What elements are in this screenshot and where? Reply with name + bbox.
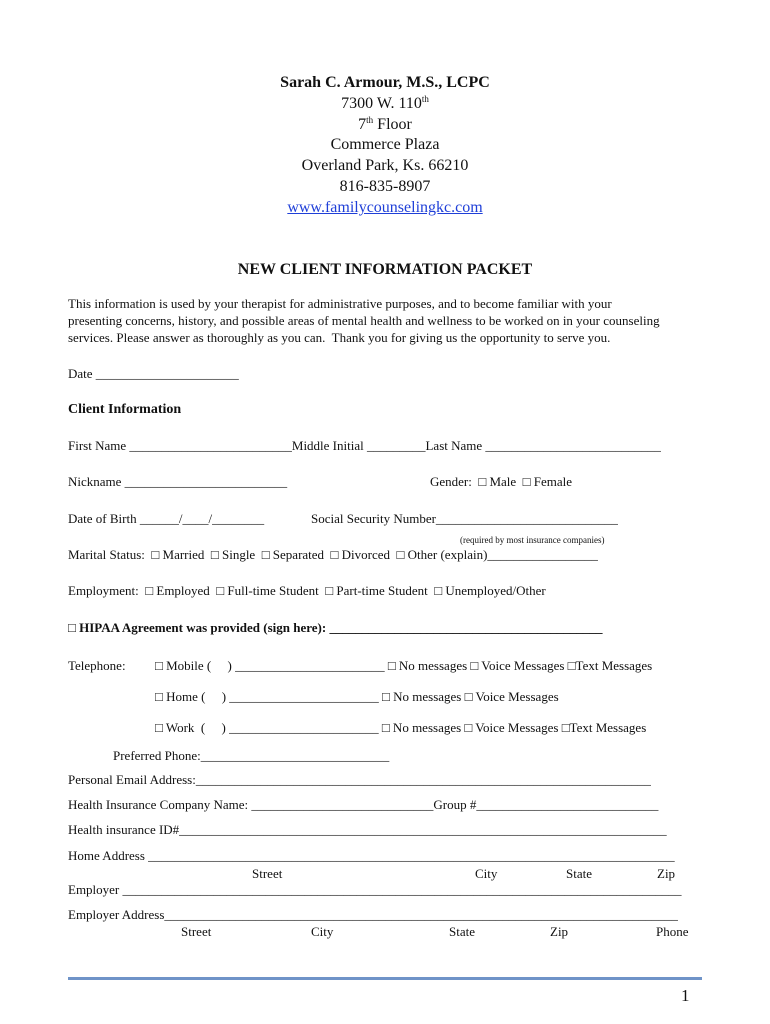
city-line: Overland Park, Ks. 66210 [301,157,469,174]
employer-city-label: City [311,924,334,939]
address-line-3: Commerce Plaza [330,136,440,153]
address-line-2-text: Floor [373,116,412,133]
preferred-phone-field[interactable]: Preferred Phone:_____________________________ [113,748,390,763]
employer-state-label: State [449,924,475,939]
date-field[interactable]: Date ______________________ [68,366,239,381]
employer-zip-label: Zip [550,924,569,939]
home-address-zip-label: Zip [657,866,676,881]
hipaa-signature-row[interactable]: □ HIPAA Agreement was provided (sign here): __________________________________________ [68,620,603,635]
home-address-street-label: Street [252,866,283,881]
home-phone-row[interactable]: □ Home ( ) _______________________ □ No messages □ Voice Messages [155,689,559,704]
phone-number: 816-835-8907 [339,178,431,195]
website-link[interactable]: www.familycounselingkc.com [287,199,483,216]
personal-email-field[interactable]: Personal Email Address:______________________________________________________________________ [68,772,651,787]
intro-line-3: services. Please answer as thoroughly as you can. Thank you for giving us the opportunity to serve you. [68,330,611,345]
packet-title: NEW CLIENT INFORMATION PACKET [237,261,533,278]
employer-phone-label: Phone [656,924,689,939]
ssn-note: (required by most insurance companies) [460,535,605,545]
home-address-field[interactable]: Home Address _________________________________________________________________________________ [68,848,675,863]
address-line-1-suffix: th [421,94,429,104]
home-address-state-label: State [566,866,592,881]
date-of-birth-field[interactable]: Date of Birth ______/____/________ [68,511,265,526]
employer-address-field[interactable]: Employer Address_______________________________________________________________________________ [68,907,678,922]
practitioner-name: Sarah C. Armour, M.S., LCPC [280,74,490,91]
employer-street-label: Street [181,924,212,939]
client-information-heading: Client Information [68,402,182,417]
marital-status-row[interactable]: Marital Status: □ Married □ Single □ Separated □ Divorced □ Other (explain)_________________ [68,547,598,562]
footer-divider [68,977,702,980]
address-line-1 [0,93,770,114]
intro-line-2: presenting concerns, history, and possible areas of mental health and wellness to be worked on in your counseling [68,313,660,328]
employer-field[interactable]: Employer ______________________________________________________________________________________ [68,882,682,897]
name-row[interactable]: First Name _________________________Middle Initial _________Last Name ___________________________ [68,438,661,453]
address-line-1-text: 7300 W. 110 [341,95,422,112]
nickname-field[interactable]: Nickname _________________________ [68,474,288,489]
work-phone-row[interactable]: □ Work ( ) _______________________ □ No messages □ Voice Messages □Text Messages [155,720,647,735]
telephone-label: Telephone: [68,658,126,673]
intro-line-1: This information is used by your therapist for administrative purposes, and to become familiar with your [68,296,612,311]
address-line-2-suffix: th [366,115,374,125]
ssn-field[interactable]: Social Security Number____________________________ [311,511,618,526]
address-line-2-number: 7 [358,116,367,133]
home-address-city-label: City [475,866,498,881]
mobile-phone-row[interactable]: □ Mobile ( ) _______________________ □ No messages □ Voice Messages □Text Messages [155,658,653,673]
page-number: 1 [681,986,690,1005]
address-line-2 [0,114,770,135]
insurance-id-field[interactable]: Health insurance ID#___________________________________________________________________________ [68,822,667,837]
gender-checkboxes[interactable]: Gender: □ Male □ Female [430,474,573,489]
website-link-row [0,197,770,218]
insurance-company-row[interactable]: Health Insurance Company Name: ____________________________Group #____________________________ [68,797,659,812]
employment-row[interactable]: Employment: □ Employed □ Full-time Student □ Part-time Student □ Unemployed/Other [68,583,546,598]
